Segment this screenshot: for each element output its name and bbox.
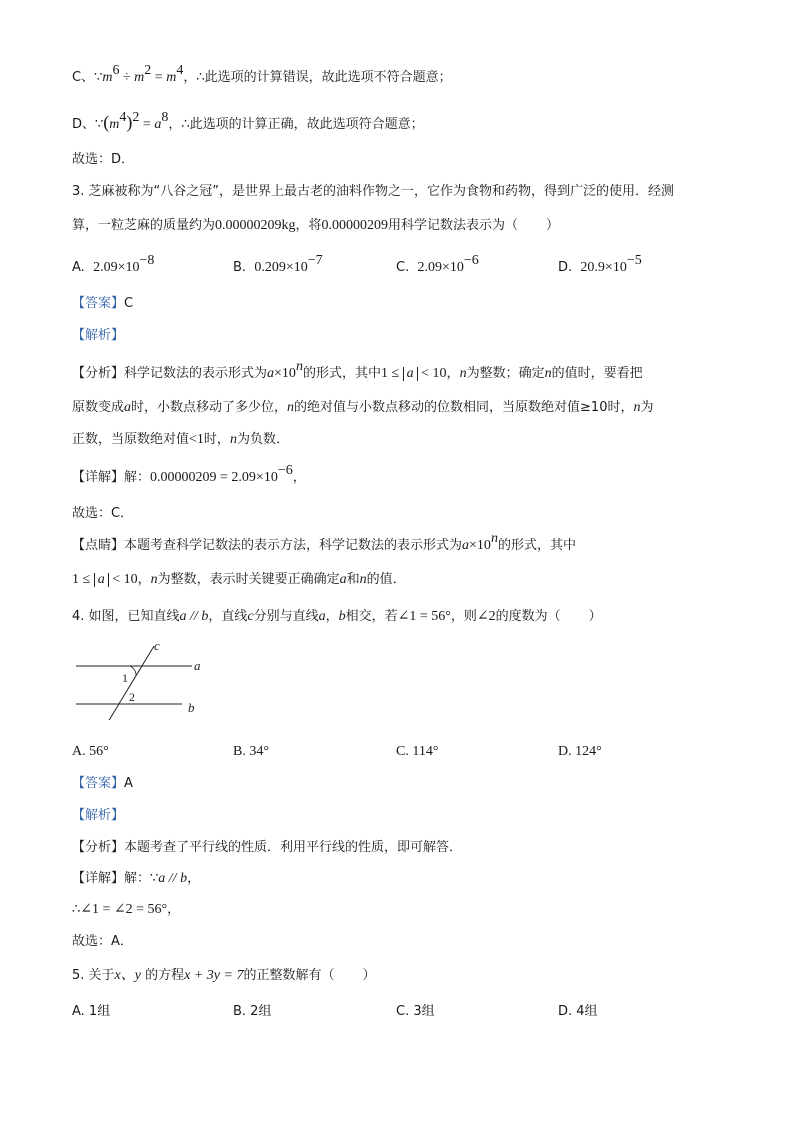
- dianjing-tag: 【点睛】: [72, 538, 125, 553]
- math: 0.00000209 = 2.09×10: [150, 470, 278, 485]
- text: 和: [346, 572, 360, 587]
- math-var: m: [102, 70, 113, 85]
- math: a // b: [179, 609, 209, 624]
- math: x、y: [114, 968, 141, 983]
- q3-fenxi-line-2: [72, 398, 653, 418]
- angle-1-arc: [130, 666, 136, 676]
- text: ，: [292, 470, 306, 485]
- math: ×10: [469, 538, 491, 553]
- math: 1 ≤: [72, 572, 94, 587]
- exponent: −8: [139, 253, 155, 268]
- math: 2.09×10: [93, 260, 140, 275]
- text: 解：∵: [124, 871, 159, 886]
- math-var: a: [318, 609, 326, 624]
- q3-fenxi-line-1: [72, 359, 643, 384]
- text: 为: [640, 400, 654, 415]
- answer-value: C: [124, 296, 134, 311]
- exponent: 2: [144, 63, 152, 78]
- exponent: 2: [132, 110, 140, 125]
- label-c: c: [154, 640, 160, 653]
- answer-tag: 【答案】: [72, 776, 125, 791]
- math-var: n: [544, 366, 552, 381]
- label-a: a: [194, 658, 201, 673]
- text: ，∴此选项的计算错误，故此选项不符合题意；: [183, 70, 452, 85]
- math: ×10: [274, 366, 296, 381]
- exponent: −6: [277, 463, 293, 478]
- math-var: n: [287, 400, 295, 415]
- label: A.: [72, 260, 85, 275]
- label-b: b: [188, 700, 195, 715]
- abs-value: a: [94, 573, 109, 587]
- q5-option-c: C. 3组: [396, 1004, 435, 1019]
- math-var: m: [109, 117, 120, 132]
- math-op: =: [139, 117, 155, 132]
- text: 时，小数点移动了多少位，: [131, 400, 288, 415]
- math: 0.209×10: [254, 260, 308, 275]
- math: x + 3y = 7: [184, 968, 244, 983]
- exponent: −6: [463, 253, 479, 268]
- math: 0.00000209kg: [215, 218, 296, 233]
- question-4: [72, 607, 602, 627]
- math-var: n: [459, 366, 467, 381]
- q5-option-b: B. 2组: [233, 1004, 272, 1019]
- q3-choose: 故选：C．: [72, 506, 134, 521]
- exponent: n: [295, 359, 303, 374]
- q4-option-c: C. 114°: [396, 744, 439, 759]
- math-var: m: [134, 70, 145, 85]
- q3-jiexi: [72, 326, 124, 346]
- text: 解：: [124, 470, 151, 485]
- math-var: m: [166, 70, 177, 85]
- math-var: a: [462, 538, 470, 553]
- q4-fenxi: [72, 838, 462, 858]
- exponent: −5: [626, 253, 642, 268]
- exponent: n: [490, 531, 498, 546]
- text: ，: [187, 871, 201, 886]
- text: ，: [446, 366, 460, 381]
- q4-choose: 故选：A．: [72, 934, 133, 949]
- math: ∠2: [476, 609, 496, 624]
- jiexi-tag: 【解析】: [72, 328, 125, 343]
- paren: (: [103, 112, 110, 132]
- math: ∠1 = ∠2 = 56°: [80, 902, 168, 917]
- text: D、∵: [72, 117, 104, 132]
- math-var: n: [229, 432, 237, 447]
- q5-option-d: D. 4组: [558, 1004, 598, 1019]
- math: <1: [189, 432, 204, 447]
- label: D.: [558, 260, 573, 275]
- jiexi-tag: 【解析】: [72, 808, 125, 823]
- label-angle-1: 1: [122, 671, 128, 685]
- text: 的形式，其中: [497, 538, 576, 553]
- text: 分别与直线: [253, 609, 319, 624]
- text: ）: [546, 218, 560, 233]
- answer-value: A: [124, 776, 133, 791]
- answer-tag: 【答案】: [72, 296, 125, 311]
- question-3-line-2: [72, 216, 559, 236]
- text: 本题考查科学记数法的表示方法，科学记数法的表示形式为: [124, 538, 463, 553]
- math: < 10: [417, 366, 447, 381]
- math: 0.00000209: [321, 218, 389, 233]
- exponent: 8: [161, 110, 169, 125]
- math-var: a: [339, 572, 347, 587]
- q4-option-a: A. 56°: [72, 744, 109, 759]
- text: ）: [588, 609, 602, 624]
- q3-option-b: [233, 253, 323, 278]
- math-var: n: [359, 572, 367, 587]
- text: 的方程: [140, 968, 185, 983]
- xiangjie-tag: 【详解】: [72, 871, 125, 886]
- math-var: n: [150, 572, 158, 587]
- exponent: 4: [119, 110, 127, 125]
- math: 20.9×10: [580, 260, 627, 275]
- text: 为整数；确定: [466, 366, 545, 381]
- text: 本题考查了平行线的性质．利用平行线的性质，即可解答．: [124, 840, 463, 855]
- text: 4. 如图，已知直线: [72, 609, 180, 624]
- abs-value: a: [403, 367, 418, 381]
- paren: ): [126, 112, 133, 132]
- question-5: [72, 966, 375, 986]
- text: 的绝对值与小数点移动的位数相同，当原数绝对值≥10时，: [294, 400, 634, 415]
- math-var: b: [338, 609, 346, 624]
- option-c-explanation: [72, 63, 452, 88]
- text: 5. 关于: [72, 968, 115, 983]
- exponent: 6: [112, 63, 120, 78]
- xiangjie-tag: 【详解】: [72, 470, 125, 485]
- math-var: a: [154, 117, 162, 132]
- q3-xiangjie: [72, 463, 306, 488]
- q3-option-c: [396, 253, 479, 278]
- q4-jiexi: [72, 806, 124, 826]
- text: 时，: [203, 432, 230, 447]
- math: < 10: [108, 572, 138, 587]
- math-var: a: [267, 366, 275, 381]
- text: 相交，若: [345, 609, 398, 624]
- text: 正数，当原数绝对值: [72, 432, 190, 447]
- math: 2.09×10: [417, 260, 464, 275]
- text: 的值．: [366, 572, 406, 587]
- option-d-explanation: [72, 112, 424, 135]
- exponent: 4: [176, 63, 184, 78]
- text: ∴: [72, 902, 81, 917]
- q3-option-d: [558, 253, 642, 278]
- text: 科学记数法的表示形式为: [124, 366, 268, 381]
- text: ，: [325, 609, 339, 624]
- math-var: a: [124, 400, 132, 415]
- text: ，直线: [208, 609, 248, 624]
- fenxi-tag: 【分析】: [72, 366, 125, 381]
- text: 的形式，其中: [302, 366, 381, 381]
- question-3-line-1: 3. 芝麻被称为“八谷之冠”，是世界上最古老的油料作物之一，它作为食物和药物，得到广泛的使用．经测: [72, 184, 675, 199]
- q4-answer: [72, 774, 133, 794]
- text: 的值时，要看把: [551, 366, 643, 381]
- math-op: ÷: [119, 70, 135, 85]
- label-angle-2: 2: [129, 690, 135, 704]
- text: C、∵: [72, 70, 103, 85]
- line-c: [108, 646, 154, 720]
- text: ，则: [450, 609, 477, 624]
- q4-option-b: B. 34°: [233, 744, 269, 759]
- text: 的度数为（: [495, 609, 561, 624]
- fenxi-tag: 【分析】: [72, 840, 125, 855]
- math: ∠1 = 56°: [397, 609, 451, 624]
- text: 用科学记数法表示为（: [388, 218, 519, 233]
- text: 为负数．: [236, 432, 289, 447]
- text: ，将: [295, 218, 322, 233]
- exponent: −7: [307, 253, 323, 268]
- text: ，: [137, 572, 151, 587]
- label: C.: [396, 260, 410, 275]
- q4-xiangjie: [72, 869, 200, 889]
- q3-option-a: [72, 253, 155, 278]
- text: 算，一粒芝麻的质量约为: [72, 218, 216, 233]
- text: ，: [167, 902, 181, 917]
- q4-option-d: D. 124°: [558, 744, 602, 759]
- q4-therefore: [72, 900, 180, 920]
- math-op: =: [151, 70, 167, 85]
- q3-dianjing-line-2: [72, 570, 406, 590]
- text: ）: [362, 968, 376, 983]
- text: 的正整数解有（: [243, 968, 335, 983]
- text: 为整数，表示时关键要正确确定: [157, 572, 340, 587]
- q3-answer: [72, 294, 133, 314]
- label: B.: [233, 260, 247, 275]
- math: 1 ≤: [380, 366, 403, 381]
- q5-option-a: A. 1组: [72, 1004, 111, 1019]
- text: 原数变成: [72, 400, 125, 415]
- math: a // b: [158, 871, 188, 886]
- choose-d: 故选：D．: [72, 152, 135, 167]
- parallel-lines-figure: [70, 640, 210, 720]
- q3-dianjing-line-1: [72, 531, 576, 556]
- math-var: c: [247, 609, 254, 624]
- text: ，∴此选项的计算正确，故此选项符合题意；: [168, 117, 424, 132]
- q3-fenxi-line-3: [72, 430, 289, 450]
- math-var: n: [633, 400, 641, 415]
